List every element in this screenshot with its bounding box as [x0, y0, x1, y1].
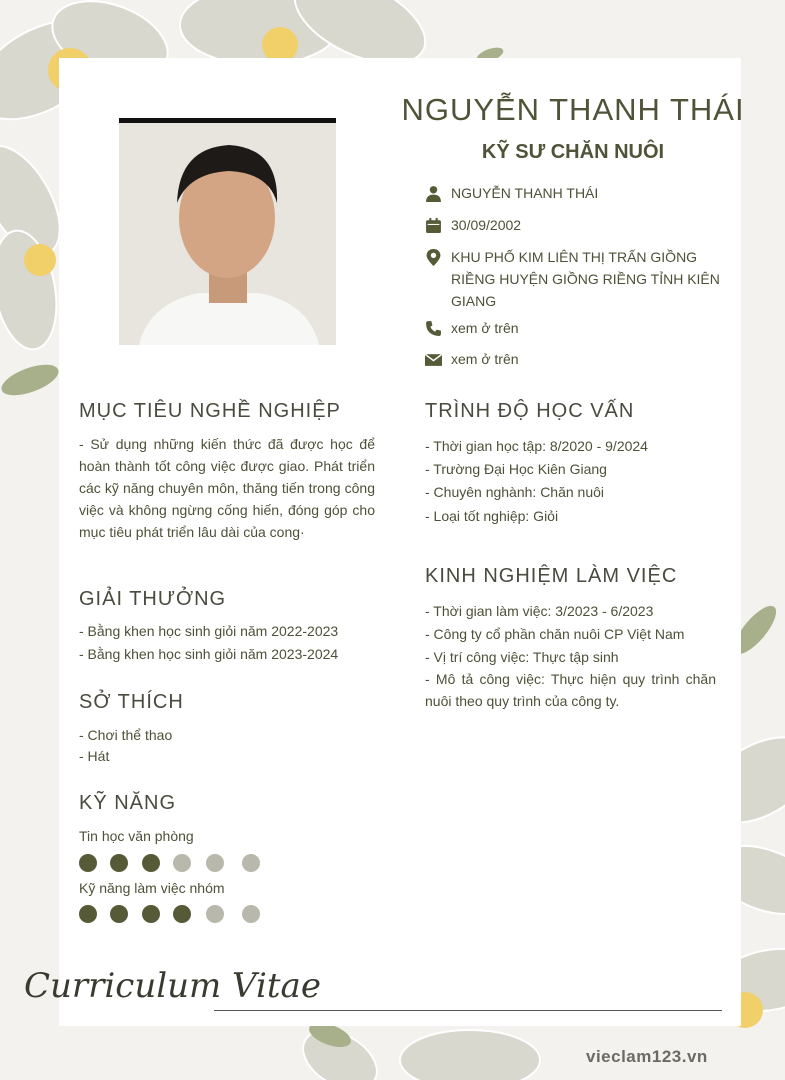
award-item-1: - Bằng khen học sinh giỏi năm 2022-2023 [79, 623, 339, 639]
skill-dot [206, 854, 224, 872]
objective-text: - Sử dụng những kiến thức đã được học để hoàn thành tốt công việc được giao. Phát triển các kỹ năng chuyên môn, thăng tiến trong công việc và không ngừng cống hiến, đóng góp cho mục tiêu phát triển lâu dài của cong· [79, 436, 375, 540]
skill-dot [173, 854, 191, 872]
contact-birthday-text: 30/09/2002 [451, 217, 522, 233]
hobbies-heading: SỞ THÍCH [79, 691, 184, 713]
education-heading: TRÌNH ĐỘ HỌC VẤN [425, 400, 635, 422]
candidate-name: NGUYỄN THANH THÁI [401, 92, 745, 127]
hobby-item-1: - Chơi thể thao [79, 727, 173, 743]
award-item-2: - Bằng khen học sinh giỏi năm 2023-2024 [79, 646, 339, 662]
awards-heading: GIẢI THƯỞNG [79, 588, 227, 610]
skill-dot [142, 854, 160, 872]
experience-item-3: - Vị trí công việc: Thực tập sinh [425, 649, 619, 665]
location-pin-icon [425, 249, 442, 266]
experience-item-4: - Mô tả công việc: Thực hiện quy trình chăn nuôi theo quy trình của công ty. [425, 671, 716, 709]
contact-phone-text: xem ở trên [451, 320, 519, 336]
calendar-icon [425, 217, 442, 234]
contact-email-text: xem ở trên [451, 351, 519, 367]
hobby-item-2: - Hát [79, 748, 110, 764]
skills-heading: KỸ NĂNG [79, 792, 177, 814]
cv-card [59, 58, 745, 1026]
curriculum-vitae-signature: Curriculum Vitae [24, 966, 321, 1006]
skill-dot [142, 905, 160, 923]
skill-name-teamwork: Kỹ năng làm việc nhóm [79, 880, 225, 896]
experience-item-1: - Thời gian làm việc: 3/2023 - 6/2023 [425, 603, 654, 619]
education-item-3: - Chuyên nghành: Chăn nuôi [425, 484, 605, 500]
job-title: KỸ SƯ CHĂN NUÔI [481, 141, 665, 163]
profile-photo [119, 118, 336, 345]
skill-name-office: Tin học văn phòng [79, 828, 194, 844]
signature-line [214, 1010, 722, 1011]
skill-dot [79, 905, 97, 923]
avatar [119, 123, 336, 345]
skill-dot [242, 854, 260, 872]
experience-item-2: - Công ty cổ phần chăn nuôi CP Việt Nam [425, 626, 685, 642]
skill-dot [79, 854, 97, 872]
phone-icon [425, 320, 442, 337]
experience-heading: KINH NGHIỆM LÀM VIỆC [425, 565, 678, 587]
skill-dot [110, 854, 128, 872]
education-item-1: - Thời gian học tập: 8/2020 - 9/2024 [425, 438, 648, 454]
contact-name-text: NGUYỄN THANH THÁI [451, 185, 599, 201]
person-icon [425, 185, 442, 202]
objective-heading: MỤC TIÊU NGHỀ NGHIỆP [79, 400, 341, 422]
education-item-4: - Loại tốt nghiệp: Giỏi [425, 508, 559, 524]
skill-dot [242, 905, 260, 923]
skill-dot [206, 905, 224, 923]
skill-dot [173, 905, 191, 923]
education-item-2: - Trường Đại Học Kiên Giang [425, 461, 607, 477]
brand-watermark: vieclam123.vn [586, 1047, 708, 1066]
skill-dot [110, 905, 128, 923]
envelope-icon [425, 351, 442, 368]
contact-address-text: KHU PHỐ KIM LIÊN THỊ TRẤN GIỒNG RIỀNG HUYỆN GIỒNG RIỀNG TỈNH KIÊN GIANG [451, 249, 720, 309]
